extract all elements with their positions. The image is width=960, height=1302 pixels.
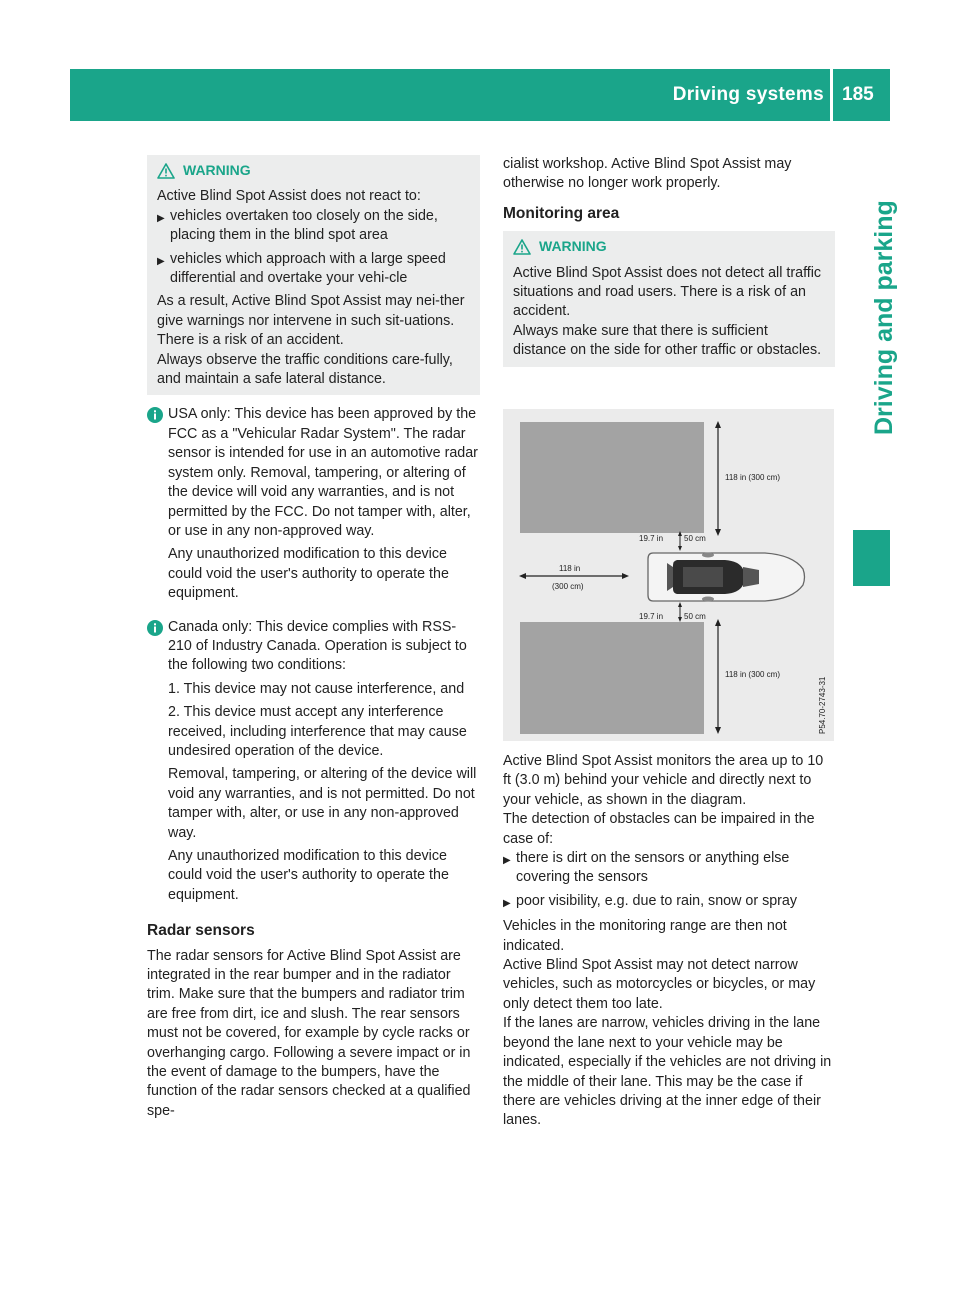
rear-zone-upper <box>520 422 704 533</box>
gap-arrow-bottom <box>678 602 682 622</box>
bullet-marker: ▶ <box>157 212 165 224</box>
dimension-arrow-top <box>715 421 721 536</box>
label-gap-top-cm: 50 cm <box>684 534 706 543</box>
label-bottom-distance: 118 in (300 cm) <box>725 670 780 679</box>
chapter-tab-label: Driving and parking <box>870 200 898 435</box>
warning-heading <box>157 161 470 180</box>
paragraph: Vehicles in the monitoring range are then not indicated. <box>503 918 787 954</box>
label-gap-bottom-in: 19.7 in <box>639 612 664 621</box>
right-column <box>503 155 835 367</box>
figure-id: P54.70-2743-31 <box>818 676 827 734</box>
warning-triangle-icon <box>157 163 175 179</box>
dimension-arrow-bottom <box>715 619 721 734</box>
info-icon <box>147 405 168 607</box>
paragraph: Active Blind Spot Assist may not detect narrow vehicles, such as motorcycles or bicycles, or may only detect them too late. <box>503 957 816 1012</box>
warning-heading <box>513 237 825 256</box>
monitoring-area-heading: Monitoring area <box>503 204 620 222</box>
header-divider <box>830 69 833 121</box>
info-text: Any unauthorized modification to this device could void the user's authority to operate the equipment. <box>168 546 449 602</box>
warning-box <box>503 231 835 366</box>
monitoring-area-diagram <box>503 409 834 741</box>
warning-triangle-icon <box>513 239 531 255</box>
right-column-lower <box>503 752 835 1131</box>
warning-advice: Always observe the traffic conditions care-fully, and maintain a safe lateral distance. <box>157 351 453 388</box>
warning-bullet: ▶ vehicles overtaken too closely on the side, placing them in the blind spot area <box>157 207 470 246</box>
section-title: Driving systems <box>672 84 824 105</box>
warning-advice: Always make sure that there is sufficient distance on the side for other traffic or obstacles. <box>513 322 822 359</box>
list-item: ▶ there is dirt on the sensors or anything else covering the sensors <box>503 849 835 888</box>
info-text: Canada only: This device complies with RSS-210 of Industry Canada. Operation is subject to the following two conditions: <box>168 618 467 674</box>
info-text: 1. This device may not cause interference, and <box>168 680 465 697</box>
radar-sensors-text: The radar sensors for Active Blind Spot Assist are integrated in the rear bumper and in the radiator trim. Make sure that the bumpers and radiator trim are free from dirt, ice and slush. The rear sensors must not be covered, for example by cycle racks or overhanging cargo. Following a severe impact or in the event of damage to the bumpers, have the function of the radar sensors checked at a qualified spe- <box>147 947 471 1119</box>
info-text: Any unauthorized modification to this device could void the user's authority to operate the equipment. <box>168 848 449 903</box>
paragraph: If the lanes are narrow, vehicles driving in the lane beyond the lane next to your vehicle may be indicated, especially if the vehicles are not driving in the middle of their lane. This may be the case if there are vehicles driving at the inner edge of their lanes. <box>503 1015 832 1129</box>
page-number: 185 <box>842 84 874 105</box>
warning-intro: Active Blind Spot Assist does not react to: <box>157 188 421 205</box>
label-top-distance: 118 in (300 cm) <box>725 473 780 482</box>
bullet-marker: ▶ <box>503 855 511 867</box>
info-note-canada <box>147 618 480 910</box>
dimension-arrow-left <box>519 573 629 579</box>
list-item: ▶ poor visibility, e.g. due to rain, snow or spray <box>503 892 835 913</box>
info-text: USA only: This device has been approved by the FCC as a "Vehicular Radar System". The radar sensor is intended for use in an automotive radar system only. Removal, tampering, or altering of the device will void any warranties, and is not permitted by the FCC. Do not tamper with, alter, or use in any non-approved way. <box>168 406 478 539</box>
info-note-usa <box>147 405 480 607</box>
bullet-marker: ▶ <box>503 897 511 909</box>
detection-impairment-intro: The detection of obstacles can be impaired in the case of: <box>503 811 815 847</box>
info-icon <box>147 618 168 910</box>
warning-text: Active Blind Spot Assist does not detect all traffic situations and road users. There is a risk of an accident. <box>513 264 822 320</box>
label-gap-top-in: 19.7 in <box>639 534 664 543</box>
info-text: Removal, tampering, or altering of the device will void any warranties, and is not permitted. Do not tamper with, alter, or use in any non-approved way. <box>168 766 477 841</box>
continued-text: cialist workshop. Active Blind Spot Assist may otherwise no longer work properly. <box>503 156 792 192</box>
label-left-cm: (300 cm) <box>552 582 584 591</box>
warning-title: WARNING <box>183 162 251 178</box>
warning-title: WARNING <box>539 238 607 255</box>
rear-zone-lower <box>520 622 704 734</box>
monitoring-description: Active Blind Spot Assist monitors the area up to 10 ft (3.0 m) behind your vehicle and directly next to your vehicle, as shown in the diagram. <box>503 753 824 808</box>
label-gap-bottom-cm: 50 cm <box>684 612 706 621</box>
gap-arrow-top <box>678 531 682 551</box>
radar-sensors-heading: Radar sensors <box>147 922 255 940</box>
label-left-in: 118 in <box>559 564 581 573</box>
car-icon <box>648 553 805 602</box>
warning-bullet: ▶ vehicles which approach with a large speed differential and overtake your vehi-cle <box>157 250 470 289</box>
warning-box <box>147 155 480 395</box>
info-text: 2. This device must accept any interference received, including interference that may cause undesired operation of the device. <box>168 704 467 759</box>
chapter-tab-marker <box>853 530 890 586</box>
warning-consequence: As a result, Active Blind Spot Assist may nei-ther give warnings nor intervene in such sit-uations. There is a risk of an accident. <box>157 293 465 349</box>
bullet-marker: ▶ <box>157 255 165 267</box>
left-column <box>147 155 480 1121</box>
